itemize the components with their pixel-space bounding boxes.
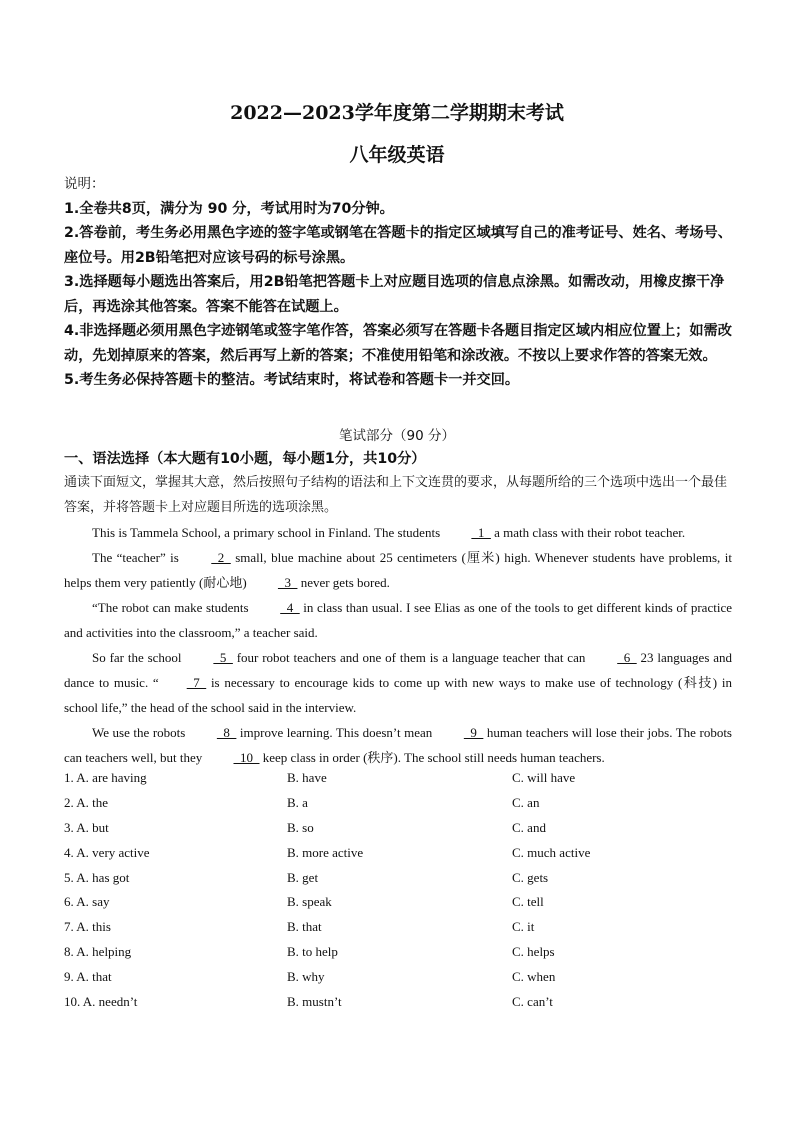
instruction-item: 3.选择题每小题选出答案后，用2B铅笔把答题卡上对应题目选项的信息点涂黑。如需改动，用橡皮擦干净后，再选涂其他答案。答案不能答在试题上。 (64, 274, 725, 315)
passage-text: This is Tammela School, a primary school in Finland. The students (92, 525, 444, 540)
instruction-item: 2.答卷前，考生务必用黑色字迹的签字笔或钢笔在答题卡的指定区域填写自己的准考证号、姓名、考场号、座位号。用2B铅笔把对应该号码的标号涂黑。 (64, 225, 732, 266)
passage-paragraph (64, 645, 732, 720)
answer-blank: 9 (463, 725, 484, 740)
option-c: C. an (512, 794, 540, 810)
instruction-item: 1.全卷共8页，满分为 90 分，考试用时为70分钟。 (64, 200, 394, 217)
option-b: B. get (287, 869, 319, 885)
option-a: 9. A. that (64, 969, 112, 985)
answer-blank: 2 (211, 550, 231, 565)
part-directions: 通读下面短文，掌握其大意，然后按照句子结构的语法和上下文连贯的要求，从每题所给的三个选项中选出一个最佳答案，并将答题卡上对应题目所选的选项涂黑。 (64, 475, 728, 515)
exam-title: 2022—2023学年度第二学期期末考试 (230, 102, 564, 124)
option-a: 4. A. very active (64, 844, 150, 860)
passage-text: a math class with their robot teacher. (490, 525, 686, 540)
passage-paragraph (64, 545, 732, 595)
question-options (64, 770, 744, 1019)
passage-text: in class than usual. I see Elias as one of the tools to get different kinds of practice and activities into the classroom,” a teacher said. (64, 600, 732, 640)
answer-blank: 1 (471, 525, 491, 540)
option-c: C. it (512, 919, 535, 935)
passage-text: We use the robots (92, 725, 189, 740)
answer-blank: 8 (216, 725, 237, 740)
answer-blank: 5 (213, 650, 233, 665)
option-b: B. more active (287, 844, 364, 860)
passage-text: never gets bored. (297, 575, 390, 590)
option-a: 6. A. say (64, 894, 110, 910)
option-c: C. helps (512, 944, 555, 960)
passage-text: four robot teachers and one of them is a language teacher that can (232, 650, 590, 665)
option-c: C. and (512, 819, 546, 835)
option-b: B. speak (287, 894, 332, 910)
option-b: B. have (287, 770, 327, 785)
passage-paragraph (64, 720, 732, 770)
section-title: 笔试部分（90 分） (339, 428, 455, 444)
instructions-label: 说明： (64, 176, 105, 192)
question-row (64, 820, 744, 845)
passage-text: human teachers will lose their jobs. The robots can teachers well, but they (64, 725, 732, 765)
option-c: C. when (512, 969, 556, 985)
answer-blank: 7 (186, 675, 207, 690)
option-b: B. a (287, 794, 308, 810)
option-b: B. that (287, 919, 322, 935)
answer-blank: 6 (617, 650, 637, 665)
option-c: C. will have (512, 770, 576, 785)
answer-blank: 4 (280, 600, 300, 615)
option-a: 3. A. but (64, 819, 109, 835)
option-c: C. much active (512, 844, 591, 860)
instructions-block (64, 172, 734, 393)
option-a: 5. A. has got (64, 869, 130, 885)
question-row (64, 944, 744, 969)
option-b: B. so (287, 819, 314, 835)
option-a: 1. A. are having (64, 770, 147, 785)
option-a: 7. A. this (64, 919, 111, 935)
question-row (64, 919, 744, 944)
answer-blank: 3 (277, 575, 298, 590)
question-row (64, 795, 744, 820)
option-a: 8. A. helping (64, 944, 132, 960)
instruction-item: 5.考生务必保持答题卡的整洁。考试结束时，将试卷和答题卡一并交回。 (64, 372, 520, 388)
option-c: C. tell (512, 894, 544, 910)
passage-text: is necessary to encourage kids to come up with new ways to make use of technology (科技) in school life,” the head of the school said in the interview. (64, 675, 732, 715)
question-row (64, 894, 744, 919)
exam-subtitle: 八年级英语 (349, 144, 445, 166)
passage-text: improve learning. This doesn’t mean (236, 725, 436, 740)
option-a: 2. A. the (64, 794, 109, 810)
option-b: B. why (287, 969, 325, 985)
option-b: B. mustn’t (287, 994, 342, 1010)
passage-paragraph (64, 595, 732, 645)
option-c: C. gets (512, 869, 549, 885)
reading-passage (64, 520, 732, 770)
question-row (64, 969, 744, 994)
question-row (64, 870, 744, 895)
question-row (64, 770, 744, 795)
passage-paragraph (64, 520, 732, 545)
question-row (64, 994, 744, 1019)
option-a: 10. A. needn’t (64, 994, 138, 1010)
part-title: 一、语法选择（本大题有10小题，每小题1分，共10分） (64, 451, 426, 467)
passage-text: 23 languages and dance to music. “ (64, 650, 732, 690)
answer-blank: 10 (233, 750, 260, 765)
passage-text: The “teacher” is (92, 550, 184, 565)
instruction-item: 4.非选择题必须用黑色字迹钢笔或签字笔作答，答案必须写在答题卡各题目指定区域内相应位置上；如需改动，先划掉原来的答案，然后再写上新的答案；不准使用铅笔和涂改液。不按以上要求作答的答案无效。 (64, 323, 732, 364)
option-c: C. can’t (512, 994, 553, 1010)
passage-text: “The robot can make students (92, 600, 253, 615)
passage-text: small, blue machine about 25 centimeters (厘米) high. Whenever students have problems, it helps them very patiently (耐心地) (64, 550, 732, 590)
passage-text: So far the school (92, 650, 186, 665)
question-row (64, 845, 744, 870)
option-b: B. to help (287, 944, 338, 960)
passage-text: keep class in order (秩序). The school still needs human teachers. (259, 750, 605, 765)
